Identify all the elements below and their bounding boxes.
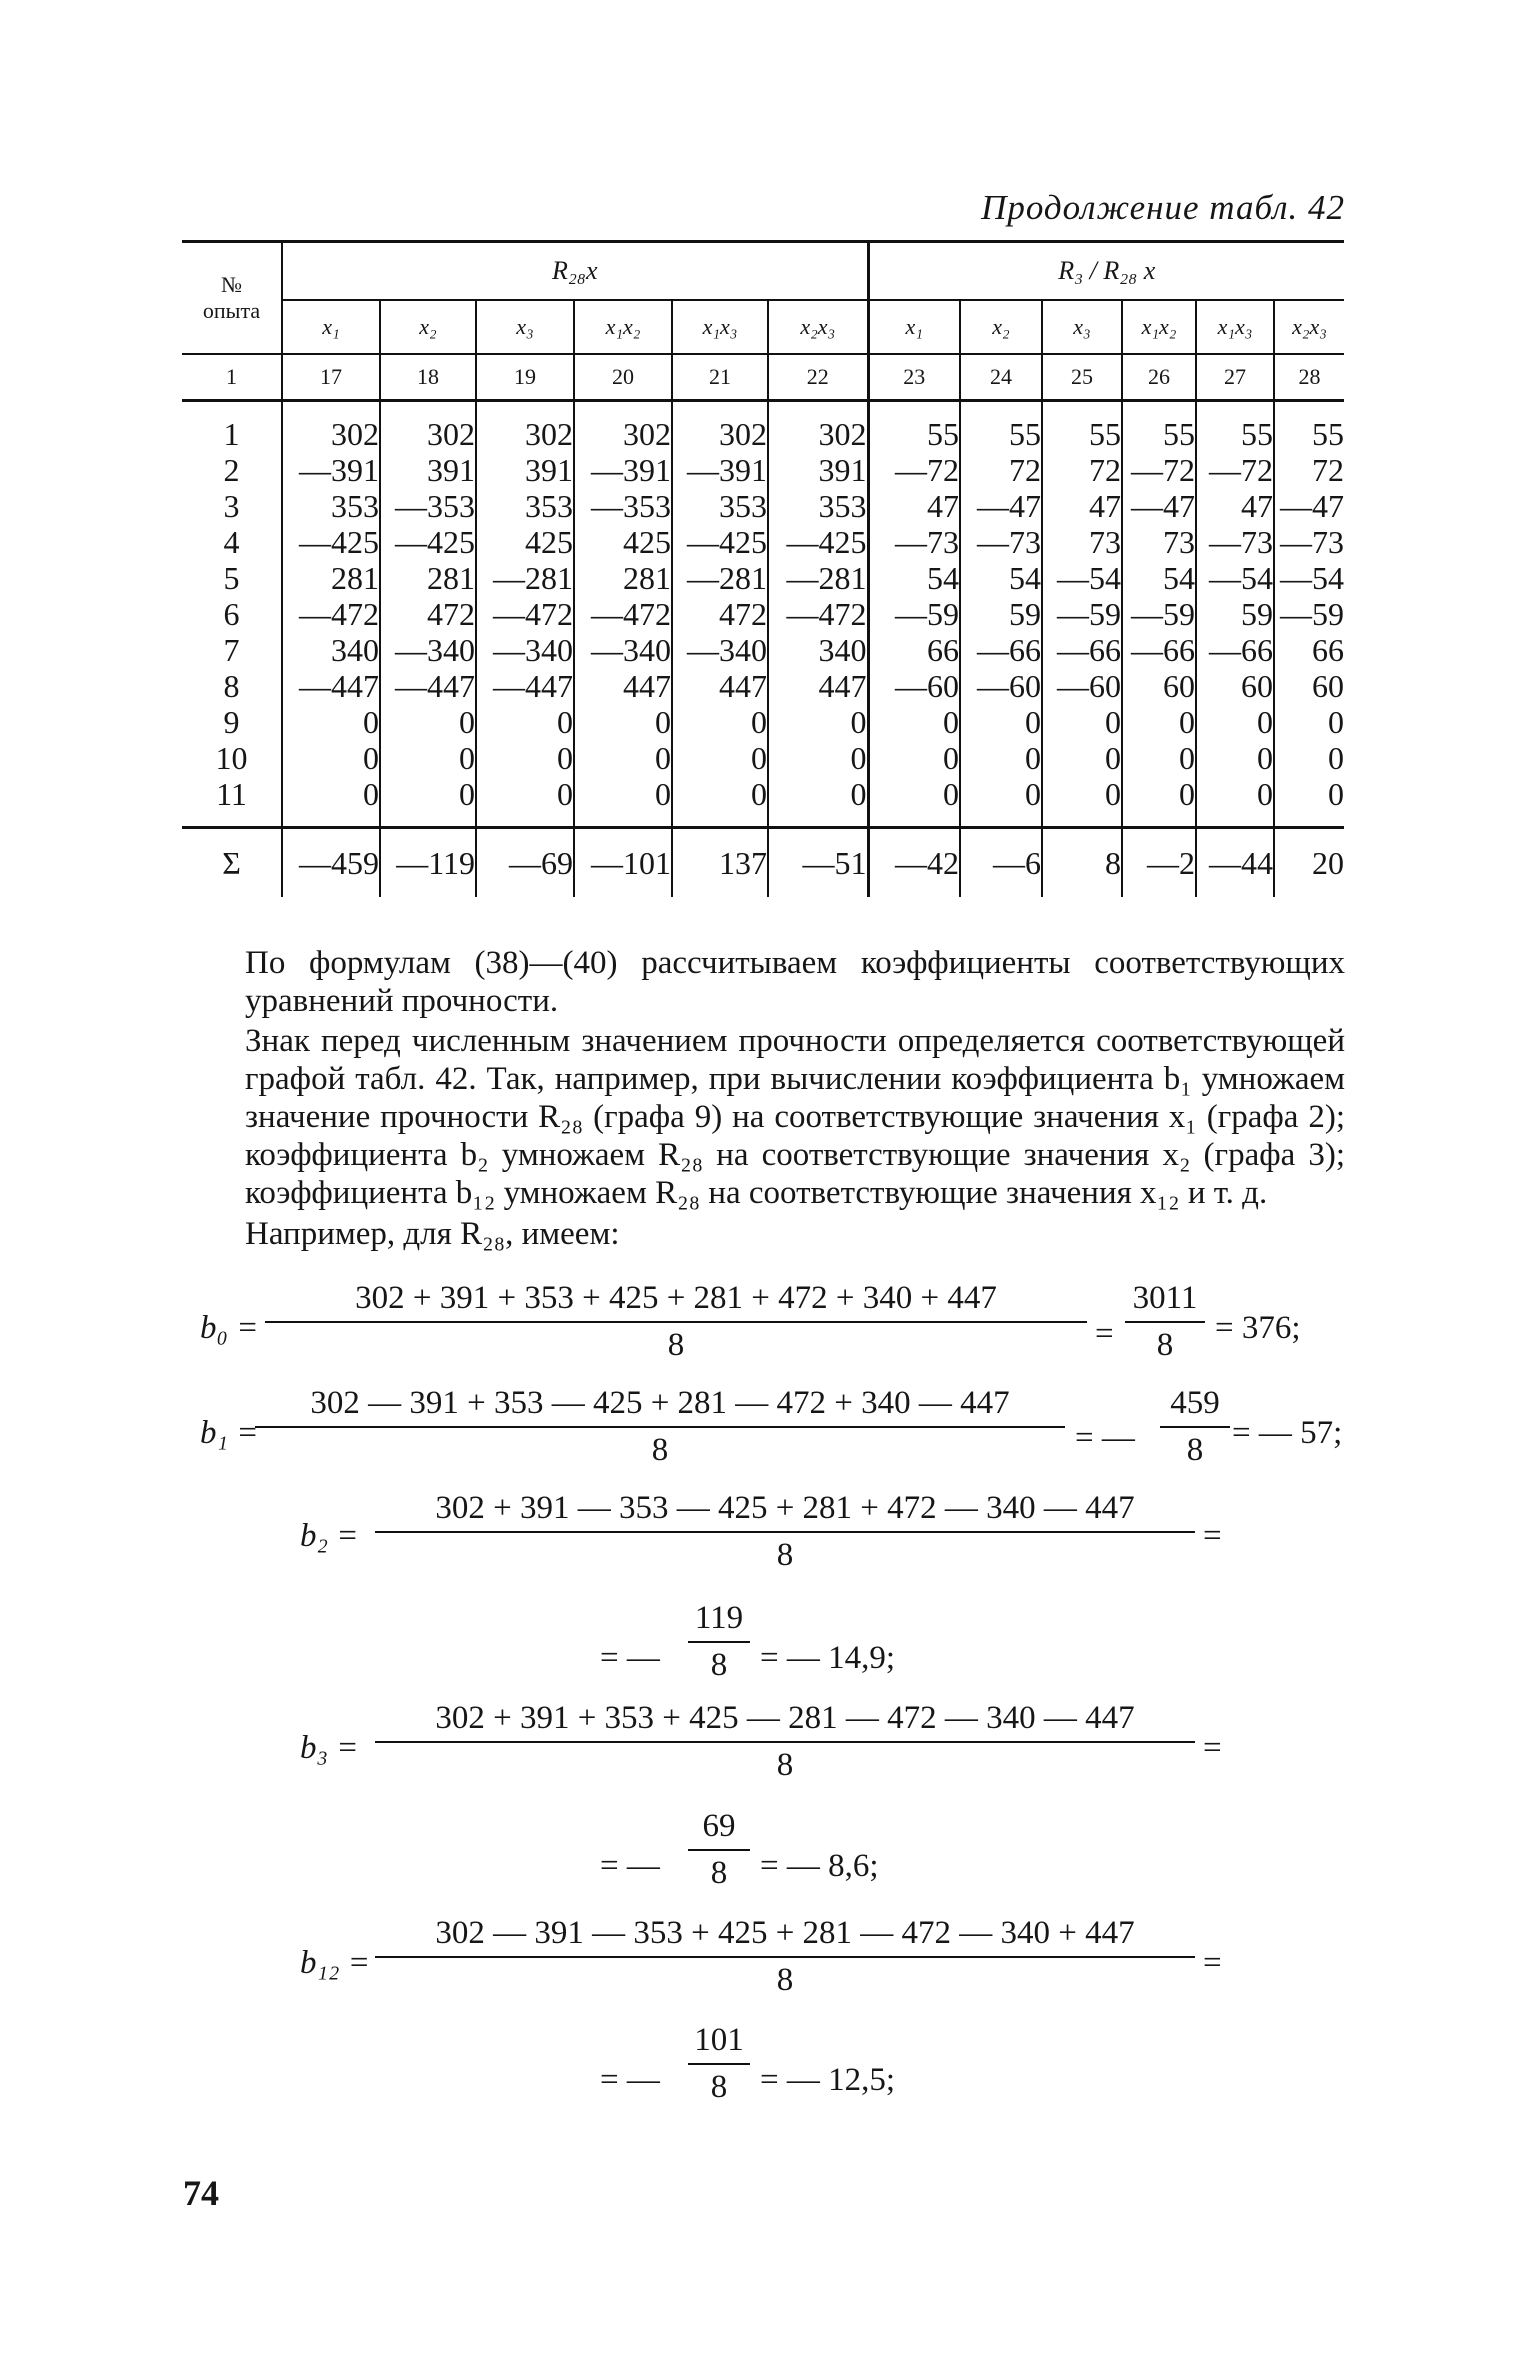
table-cell: 0	[1122, 776, 1196, 812]
column-number-cell: 24	[960, 354, 1042, 401]
eq-b3-fraction	[375, 1700, 1195, 1784]
table-cell: 0	[1274, 704, 1344, 740]
spacer-cell	[476, 401, 574, 417]
eq-b0-result: = 376;	[1215, 1310, 1301, 1346]
eq-b2-numerator2: 119	[694, 1600, 744, 1636]
eq-b12-numerator: 302 — 391 — 353 + 425 + 281 — 472 — 340 + 447	[435, 1915, 1135, 1951]
sum-row	[182, 828, 1344, 898]
table-row	[182, 704, 1344, 740]
spacer-cell	[1042, 401, 1122, 417]
table-cell: 0	[768, 740, 868, 776]
eq-b12-fraction	[375, 1915, 1195, 1999]
column-number-cell: 25	[1042, 354, 1122, 401]
table-cell: 0	[476, 740, 574, 776]
eq-b1-fraction2	[1160, 1385, 1230, 1469]
column-number-cell: 21	[672, 354, 768, 401]
table-cell: —54	[1274, 560, 1344, 596]
table-cell: —281	[672, 560, 768, 596]
table-cell: 302	[380, 416, 476, 452]
eq-b0-label: b₀ =	[200, 1310, 259, 1346]
paragraph-1: По формулам (38)—(40) рассчитываем коэффициенты соответствующих уравнений прочности.	[245, 945, 1345, 1019]
table-cell: 0	[282, 704, 380, 740]
table-cell: —425	[672, 524, 768, 560]
table-cell: 0	[1042, 776, 1122, 812]
table-cell: —391	[574, 452, 672, 488]
table-cell: —59	[1122, 596, 1196, 632]
table-cell: 0	[574, 776, 672, 812]
eq-b0-denominator: 8	[667, 1327, 685, 1363]
table-cell: 0	[1196, 704, 1274, 740]
experiment-number-cell: 10	[215, 740, 248, 776]
table-cell: 66	[868, 632, 960, 668]
paragraph-2: Знак перед численным значением прочности определяется соответствующей графой табл. 42. Так, например, при вычислении коэффициента b₁ умножаем значение прочности R₂₈ (графа 9) на соответствующие значения x₁ (графа 2); коэффициента b₂ умножаем R₂₈ на соответствующие значения x₂ (графа 3); коэффициента b₁₂ умножаем R₂₈ на соответствующие значения x₁₂ и т. д.	[245, 1023, 1345, 1211]
table-cell: —391	[672, 452, 768, 488]
table-cell: —59	[868, 596, 960, 632]
table-cell: 447	[672, 668, 768, 704]
table-cell: —73	[1274, 524, 1344, 560]
table-cell: 472	[380, 596, 476, 632]
table-cell: 55	[1042, 416, 1122, 452]
table-cell: 340	[282, 632, 380, 668]
sum-cell: 20	[1274, 828, 1344, 898]
table-cell: —73	[868, 524, 960, 560]
eq-b3-equals: =	[1203, 1730, 1222, 1766]
spacer-cell	[768, 401, 868, 417]
table-row	[182, 416, 1344, 452]
table-cell: 66	[1274, 632, 1344, 668]
table-cell: 0	[768, 704, 868, 740]
subheader-cell: x₂x₃	[768, 300, 868, 354]
column-number-cell: 27	[1196, 354, 1274, 401]
table-cell: 0	[574, 740, 672, 776]
spacer-cell	[574, 401, 672, 417]
table-cell: 0	[574, 704, 672, 740]
spacer-cell	[868, 401, 960, 417]
experiment-number-cell: 3	[223, 488, 240, 524]
table-cell: 340	[768, 632, 868, 668]
table-cell: 281	[282, 560, 380, 596]
table-cell: 0	[1122, 704, 1196, 740]
table-cell: 54	[868, 560, 960, 596]
sum-cell: —69	[476, 828, 574, 898]
table-cell: 281	[380, 560, 476, 596]
experiment-number-cell: 5	[223, 560, 240, 596]
eq-b12-numerator2: 101	[694, 2022, 744, 2058]
table-continuation-caption: Продолжение табл. 42	[981, 188, 1345, 227]
table-cell: 302	[476, 416, 574, 452]
table-cell: 0	[476, 776, 574, 812]
experiment-number-cell: 6	[223, 596, 240, 632]
eq-b3-numerator: 302 + 391 + 353 + 425 — 281 — 472 — 340 — 447	[435, 1700, 1135, 1736]
spacer-cell	[282, 812, 380, 828]
sum-cell: —44	[1196, 828, 1274, 898]
table-cell: 54	[960, 560, 1042, 596]
table-cell: —340	[672, 632, 768, 668]
spacer-row	[182, 401, 1344, 417]
table-cell: 72	[1274, 452, 1344, 488]
table-cell: —72	[1196, 452, 1274, 488]
table-cell: —66	[1122, 632, 1196, 668]
table-cell: 0	[1274, 776, 1344, 812]
sum-cell: 8	[1042, 828, 1122, 898]
table-cell: 55	[868, 416, 960, 452]
spacer-row	[182, 812, 1344, 828]
table-cell: 0	[1122, 740, 1196, 776]
table-cell: —60	[960, 668, 1042, 704]
sum-cell: —2	[1122, 828, 1196, 898]
spacer-cell	[380, 401, 476, 417]
table-cell: 73	[1122, 524, 1196, 560]
eq-b2-result: = — 14,9;	[760, 1640, 896, 1676]
spacer-cell	[282, 401, 380, 417]
experiment-number-cell: 9	[223, 704, 240, 740]
eq-b1-numerator: 302 — 391 + 353 — 425 + 281 — 472 + 340 — 447	[310, 1385, 1010, 1421]
table-cell: —447	[380, 668, 476, 704]
table-cell: 47	[868, 488, 960, 524]
eq-b12-denominator2: 8	[710, 2069, 728, 2105]
table-row	[182, 452, 1344, 488]
spacer-cell	[1122, 812, 1196, 828]
table-cell: —73	[1196, 524, 1274, 560]
eq-b1-numerator2: 459	[1170, 1385, 1220, 1421]
eq-b12-pre: = —	[600, 2062, 660, 2098]
eq-b2-denominator2: 8	[710, 1647, 728, 1683]
table-row	[182, 632, 1344, 668]
table-cell: 391	[768, 452, 868, 488]
eq-b1-result: = — 57;	[1232, 1415, 1343, 1451]
table-cell: —425	[380, 524, 476, 560]
spacer-cell	[1196, 812, 1274, 828]
table-cell: 0	[1274, 740, 1344, 776]
table-cell: 0	[960, 776, 1042, 812]
table-row	[182, 560, 1344, 596]
eq-b2-denominator: 8	[776, 1537, 794, 1573]
eq-b1-label: b₁ =	[200, 1415, 259, 1451]
spacer-cell	[1274, 812, 1344, 828]
subheader-cell: x₂	[380, 300, 476, 354]
eq-b12-label: b₁₂ =	[300, 1945, 370, 1981]
table-cell: 302	[282, 416, 380, 452]
sum-cell: —101	[574, 828, 672, 898]
table-cell: —447	[282, 668, 380, 704]
spacer-cell	[1042, 812, 1122, 828]
sum-cell: —119	[380, 828, 476, 898]
column-number-cell: 18	[380, 354, 476, 401]
table-cell: —59	[1042, 596, 1122, 632]
table-cell: 0	[380, 704, 476, 740]
table-cell: —72	[1122, 452, 1196, 488]
table-cell: 353	[476, 488, 574, 524]
table-cell: —59	[1274, 596, 1344, 632]
table-cell: 0	[380, 776, 476, 812]
table-cell: 0	[380, 740, 476, 776]
eq-b3-fraction2	[688, 1808, 750, 1892]
table-cell: 59	[1196, 596, 1274, 632]
column-number-cell: 23	[868, 354, 960, 401]
spacer-cell	[960, 812, 1042, 828]
table-cell: 47	[1042, 488, 1122, 524]
spacer-cell	[868, 812, 960, 828]
spacer-cell	[574, 812, 672, 828]
experiment-number-cell: 1	[223, 416, 240, 452]
table-cell: 60	[1196, 668, 1274, 704]
table-cell: —447	[476, 668, 574, 704]
spacer-cell	[182, 812, 282, 828]
subheader-cell: x₁x₂	[574, 300, 672, 354]
subheader-cell: x₁	[282, 300, 380, 354]
table-cell: —54	[1042, 560, 1122, 596]
eq-b12-equals: =	[1203, 1945, 1222, 1981]
table-cell: 302	[672, 416, 768, 452]
table-cell: 302	[768, 416, 868, 452]
eq-b0-numerator2: 3011	[1132, 1280, 1198, 1316]
table-cell: —472	[476, 596, 574, 632]
table-cell: 54	[1122, 560, 1196, 596]
table-cell: 72	[1042, 452, 1122, 488]
eq-b3-result: = — 8,6;	[760, 1848, 879, 1884]
eq-b12-fraction2	[688, 2022, 750, 2106]
sum-cell: 137	[672, 828, 768, 898]
header-group-r28x: R₂₈x	[282, 242, 868, 301]
experiment-number-cell: 7	[223, 632, 240, 668]
sum-symbol-cell: Σ	[182, 828, 282, 898]
table-cell: 425	[574, 524, 672, 560]
eq-b1-denominator2: 8	[1186, 1432, 1204, 1468]
table-cell: —72	[868, 452, 960, 488]
table-row	[182, 524, 1344, 560]
table-cell: 47	[1196, 488, 1274, 524]
eq-b2-label: b₂ =	[300, 1518, 359, 1554]
table-cell: —281	[768, 560, 868, 596]
table-cell: —353	[574, 488, 672, 524]
table-cell: —73	[960, 524, 1042, 560]
eq-b3-numerator2: 69	[702, 1808, 736, 1844]
table-cell: 0	[868, 776, 960, 812]
table-cell: —60	[1042, 668, 1122, 704]
subheader-cell: x₁x₃	[1196, 300, 1274, 354]
table-cell: 353	[672, 488, 768, 524]
table-cell: 447	[574, 668, 672, 704]
column-number-cell: 20	[574, 354, 672, 401]
table-cell: 60	[1274, 668, 1344, 704]
table-cell: 0	[672, 740, 768, 776]
sum-cell: —459	[282, 828, 380, 898]
table-cell: 0	[672, 704, 768, 740]
spacer-cell	[1196, 401, 1274, 417]
experiment-number-cell: 2	[223, 452, 240, 488]
column-number-cell: 22	[768, 354, 868, 401]
table-row	[182, 596, 1344, 632]
table-cell: —60	[868, 668, 960, 704]
eq-b1-equals: = —	[1075, 1420, 1135, 1456]
eq-b3-pre: = —	[600, 1848, 660, 1884]
table-cell: 0	[1196, 740, 1274, 776]
subheader-cell: x₃	[476, 300, 574, 354]
eq-b0-fraction2	[1125, 1280, 1205, 1364]
column-number-cell: 28	[1274, 354, 1344, 401]
spacer-cell	[476, 812, 574, 828]
experiment-number-cell: 8	[223, 668, 240, 704]
spacer-cell	[672, 401, 768, 417]
table-cell: 281	[574, 560, 672, 596]
paragraph-3: Например, для R₂₈, имеем:	[245, 1216, 620, 1252]
header-group-r3-r28x: R₃ / R₂₈ x	[868, 242, 1344, 301]
table-cell: —425	[768, 524, 868, 560]
table-cell: 55	[1196, 416, 1274, 452]
eq-b3-label: b₃ =	[300, 1730, 359, 1766]
spacer-cell	[960, 401, 1042, 417]
page-number: 74	[183, 2173, 219, 2213]
table-cell: 391	[380, 452, 476, 488]
table-cell: —66	[1196, 632, 1274, 668]
eq-b0-equals: =	[1095, 1316, 1114, 1352]
table-cell: 391	[476, 452, 574, 488]
subheader-cell: x₁	[868, 300, 960, 354]
table-cell: 0	[868, 740, 960, 776]
table-cell: —66	[960, 632, 1042, 668]
table-cell: 0	[960, 740, 1042, 776]
table-cell: —472	[282, 596, 380, 632]
table-cell: 60	[1122, 668, 1196, 704]
table-cell: —54	[1196, 560, 1274, 596]
column-number-cell: 26	[1122, 354, 1196, 401]
table-cell: —47	[1274, 488, 1344, 524]
table-cell: 55	[960, 416, 1042, 452]
spacer-cell	[1122, 401, 1196, 417]
eq-b0-denominator2: 8	[1156, 1327, 1174, 1363]
table-cell: 59	[960, 596, 1042, 632]
table-cell: 0	[1042, 704, 1122, 740]
table-cell: —425	[282, 524, 380, 560]
column-number-cell: 19	[476, 354, 574, 401]
table-row	[182, 740, 1344, 776]
table-cell: 55	[1122, 416, 1196, 452]
eq-b0-numerator: 302 + 391 + 353 + 425 + 281 + 472 + 340 + 447	[355, 1280, 997, 1316]
spacer-cell	[182, 401, 282, 417]
table-cell: 0	[672, 776, 768, 812]
table-cell: 0	[1042, 740, 1122, 776]
table-row	[182, 776, 1344, 812]
table-cell: —66	[1042, 632, 1122, 668]
table-cell: —340	[476, 632, 574, 668]
table-cell: —472	[768, 596, 868, 632]
table-cell: 0	[960, 704, 1042, 740]
spacer-cell	[380, 812, 476, 828]
data-table	[182, 240, 1344, 897]
eq-b2-pre: = —	[600, 1640, 660, 1676]
sum-cell: —42	[868, 828, 960, 898]
table-cell: —281	[476, 560, 574, 596]
sum-cell: —6	[960, 828, 1042, 898]
table-row	[182, 488, 1344, 524]
table-cell: 72	[960, 452, 1042, 488]
table-cell: —340	[574, 632, 672, 668]
table-cell: —47	[1122, 488, 1196, 524]
subheader-cell: x₃	[1042, 300, 1122, 354]
table-cell: 425	[476, 524, 574, 560]
column-number-cell: 17	[282, 354, 380, 401]
experiment-number-cell: 11	[216, 776, 247, 812]
eq-b2-fraction	[375, 1490, 1195, 1574]
table-cell: —340	[380, 632, 476, 668]
table-cell: 0	[868, 704, 960, 740]
table-cell: 353	[282, 488, 380, 524]
table-cell: 55	[1274, 416, 1344, 452]
table-cell: 73	[1042, 524, 1122, 560]
table-cell: 447	[768, 668, 868, 704]
table-cell: 472	[672, 596, 768, 632]
table-cell: —391	[282, 452, 380, 488]
table-cell: 0	[476, 704, 574, 740]
header-experiment: № опыта	[202, 272, 261, 323]
eq-b2-fraction2	[688, 1600, 750, 1684]
table-cell: 0	[1196, 776, 1274, 812]
table-cell: 353	[768, 488, 868, 524]
table-cell: 0	[282, 740, 380, 776]
eq-b3-denominator2: 8	[710, 1855, 728, 1891]
table-row	[182, 668, 1344, 704]
eq-b12-denominator: 8	[776, 1962, 794, 1998]
subheader-cell: x₂	[960, 300, 1042, 354]
sum-cell: —51	[768, 828, 868, 898]
eq-b0-fraction	[265, 1280, 1087, 1364]
eq-b2-numerator: 302 + 391 — 353 — 425 + 281 + 472 — 340 — 447	[435, 1490, 1135, 1526]
table-cell: 0	[282, 776, 380, 812]
eq-b3-denominator: 8	[776, 1747, 794, 1783]
subheader-cell: x₁x₃	[672, 300, 768, 354]
subheader-cell: x₂x₃	[1274, 300, 1344, 354]
table-cell: —353	[380, 488, 476, 524]
eq-b2-equals: =	[1203, 1518, 1222, 1554]
column-number-cell: 1	[182, 354, 282, 401]
eq-b1-fraction	[255, 1385, 1065, 1469]
table-cell: —472	[574, 596, 672, 632]
table-cell: —47	[960, 488, 1042, 524]
subheader-cell: x₁x₂	[1122, 300, 1196, 354]
experiment-number-cell: 4	[223, 524, 240, 560]
spacer-cell	[672, 812, 768, 828]
eq-b1-denominator: 8	[651, 1432, 669, 1468]
eq-b12-result: = — 12,5;	[760, 2062, 896, 2098]
spacer-cell	[768, 812, 868, 828]
table-cell: 0	[768, 776, 868, 812]
spacer-cell	[1274, 401, 1344, 417]
table-cell: 302	[574, 416, 672, 452]
